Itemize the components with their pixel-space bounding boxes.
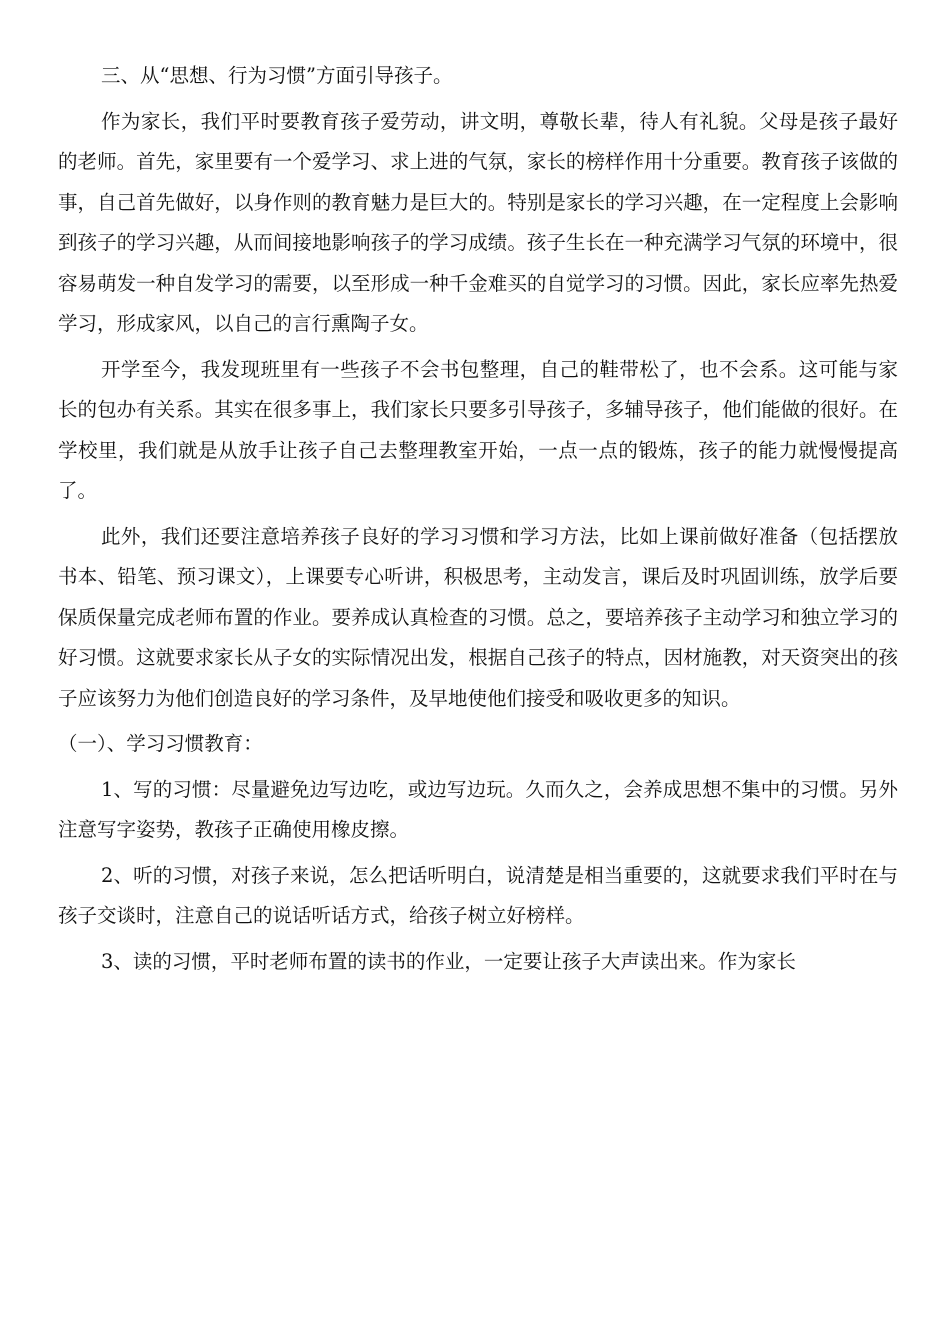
list-item: 3、读的习惯，平时老师布置的读书的作业，一定要让孩子大声读出来。作为家长 <box>101 949 796 973</box>
list-item: 1、写的习惯：尽量避免边写边吃，或边写边玩。久而久之，会养成思想不集中的习惯。另外注意写字姿势，教孩子正确使用橡皮擦。 <box>58 777 898 841</box>
document-page <box>58 56 898 987</box>
body-paragraph: 此外，我们还要注意培养孩子良好的学习习惯和学习方法，比如上课前做好准备（包括摆放书本、铅笔、预习课文），上课要专心听讲，积极思考，主动发言，课后及时巩固训练，放学后要保质保量完成老师布置的作业。要养成认真检查的习惯。总之，要培养孩子主动学习和独立学习的好习惯。这就要求家长从子女的实际情况出发，根据自己孩子的特点，因材施教，对天资突出的孩子应该努力为他们创造良好的学习条件，及早地使他们接受和吸收更多的知识。 <box>58 524 898 710</box>
body-paragraph: 开学至今，我发现班里有一些孩子不会书包整理，自己的鞋带松了，也不会系。这可能与家长的包办有关系。其实在很多事上，我们家长只要多引导孩子，多辅导孩子，他们能做的很好。在学校里，我们就是从放手让孩子自己去整理教室开始，一点一点的锻炼，孩子的能力就慢慢提高了。 <box>58 357 898 502</box>
list-item: 2、听的习惯，对孩子来说，怎么把话听明白，说清楚是相当重要的，这就要求我们平时在与孩子交谈时，注意自己的说话听话方式，给孩子树立好榜样。 <box>58 863 898 927</box>
body-paragraph: 作为家长，我们平时要教育孩子爱劳动，讲文明，尊敬长辈，待人有礼貌。父母是孩子最好的老师。首先，家里要有一个爱学习、求上进的气氛，家长的榜样作用十分重要。教育孩子该做的事，自己首先做好，以身作则的教育魅力是巨大的。特别是家长的学习兴趣，在一定程度上会影响到孩子的学习兴趣，从而间接地影响孩子的学习成绩。孩子生长在一种充满学习气氛的环境中，很容易萌发一种自发学习的需要，以至形成一种千金难买的自觉学习的习惯。因此，家长应率先热爱学习，形成家风，以自己的言行熏陶子女。 <box>58 109 898 335</box>
section-heading: 三、从“思想、行为习惯”方面引导孩子。 <box>101 64 453 87</box>
subsection-heading: （一）、学习习惯教育： <box>58 732 263 755</box>
